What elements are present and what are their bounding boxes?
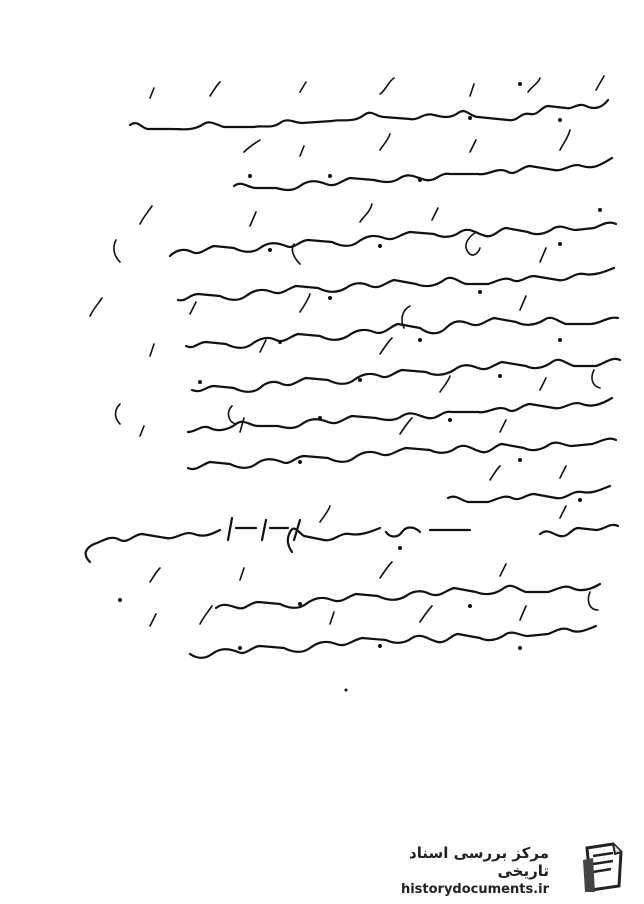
manuscript-line-11 xyxy=(150,562,600,610)
document-archive-logo-icon xyxy=(579,840,627,894)
manuscript-line-4 xyxy=(114,240,614,300)
manuscript-line-12 xyxy=(150,606,596,658)
manuscript-line-9 xyxy=(448,466,610,502)
watermark-url: historydocuments.ir xyxy=(400,882,549,897)
watermark-text xyxy=(355,844,549,897)
archive-watermark xyxy=(355,838,635,898)
watermark-title: مرکز بررسی اسناد تاریخی xyxy=(409,844,549,880)
manuscript-line-6 xyxy=(150,338,620,392)
manuscript-line-1 xyxy=(130,76,608,129)
manuscript-line-3 xyxy=(140,204,616,256)
manuscript-line-2 xyxy=(234,130,612,190)
manuscript-line-5 xyxy=(90,294,618,348)
manuscript-dots xyxy=(118,82,602,692)
manuscript-line-10 xyxy=(86,506,618,562)
manuscript-line-7 xyxy=(116,376,613,432)
manuscript-line-8 xyxy=(140,418,616,469)
